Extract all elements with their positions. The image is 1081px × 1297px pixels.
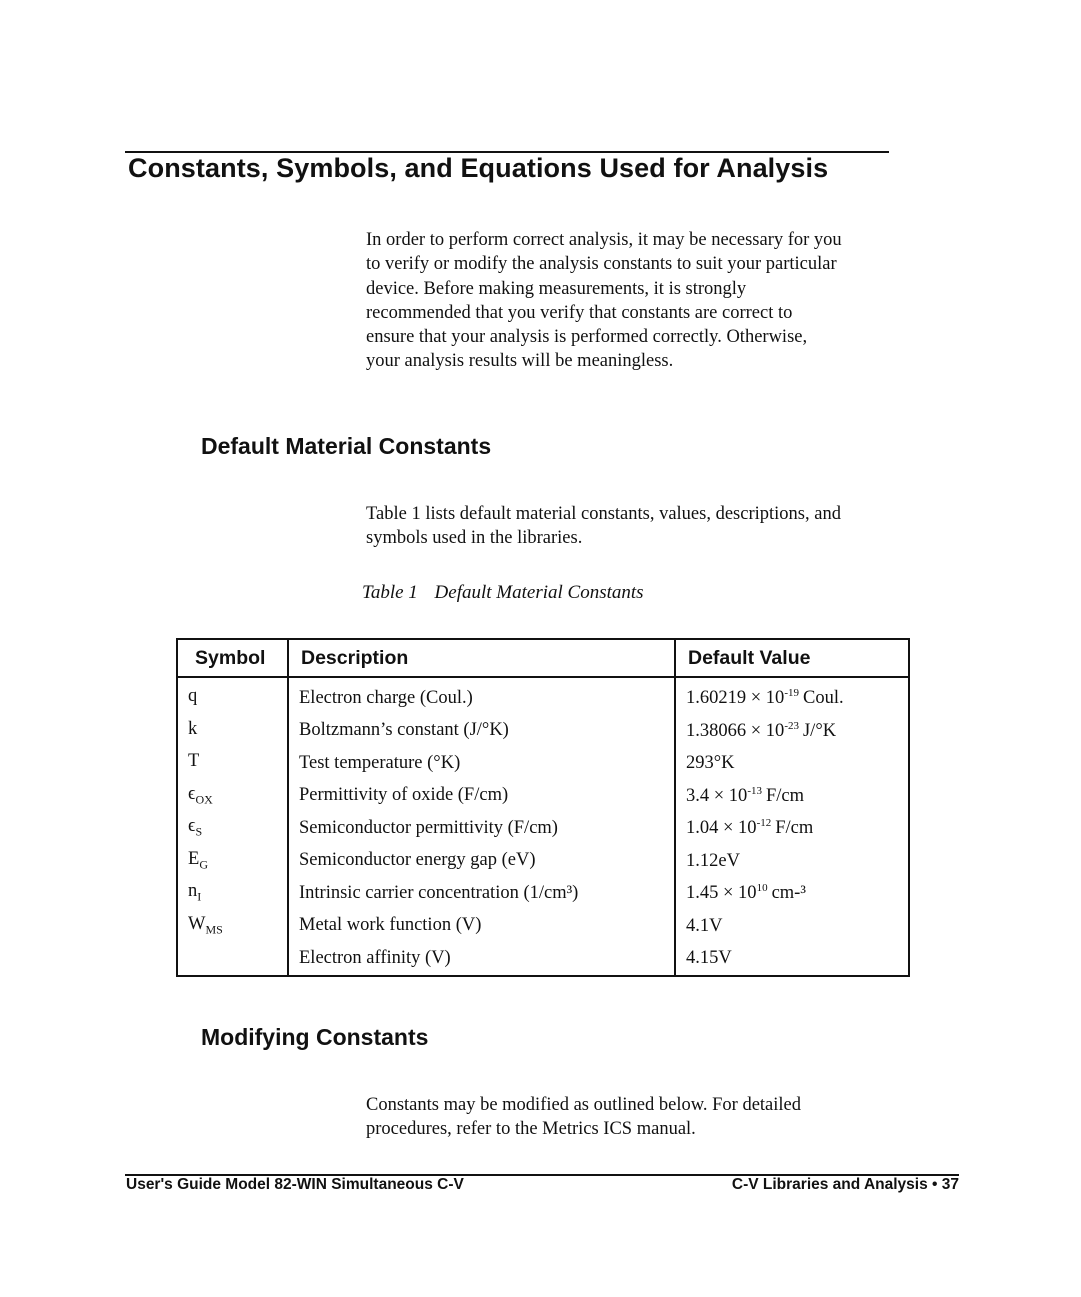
table-caption-title: Default Material Constants xyxy=(434,582,644,603)
value-unit: F/cm xyxy=(775,818,814,839)
value-mantissa: 1.60219 × 10 xyxy=(686,688,785,709)
intro-line: recommended that you verify that constants are correct to xyxy=(366,302,793,323)
value-mantissa: 4.1V xyxy=(686,915,723,936)
symbol-subscript: S xyxy=(195,825,203,840)
cell-description: Semiconductor energy gap (eV) xyxy=(288,845,675,878)
table-row xyxy=(177,747,909,780)
value-exponent: -23 xyxy=(784,719,799,732)
symbol-text: q xyxy=(188,686,198,707)
intro-line: In order to perform correct analysis, it may be necessary for you xyxy=(366,230,842,250)
table-row xyxy=(177,780,909,813)
symbol-text: W xyxy=(188,913,206,934)
value-mantissa: 1.04 × 10 xyxy=(686,818,757,839)
value-mantissa: 1.38066 × 10 xyxy=(686,720,785,741)
cell-default-value xyxy=(675,877,909,910)
value-exponent: -13 xyxy=(747,784,762,797)
cell-default-value xyxy=(675,780,909,813)
cell-symbol xyxy=(177,780,288,813)
section2-paragraph xyxy=(366,1093,801,1142)
value-mantissa: 1.45 × 10 xyxy=(686,883,757,904)
cell-default-value xyxy=(675,747,909,780)
intro-line: your analysis results will be meaningless. xyxy=(366,351,674,372)
section1-line: Table 1 lists default material constants, values, descriptions, and xyxy=(366,504,841,524)
symbol-subscript: OX xyxy=(195,792,213,807)
symbol-subscript: MS xyxy=(205,922,223,937)
section2-line: Constants may be modified as outlined below. For detailed xyxy=(366,1095,802,1115)
symbol-subscript: I xyxy=(197,890,202,905)
value-mantissa: 293°K xyxy=(686,753,735,774)
symbol-subscript: G xyxy=(199,857,208,872)
value-mantissa: 4.15V xyxy=(686,948,732,969)
intro-line: device. Before making measurements, it is strongly xyxy=(366,278,747,299)
table-header-row xyxy=(177,639,909,677)
cell-default-value xyxy=(675,677,909,715)
cell-symbol xyxy=(177,910,288,943)
value-exponent: 10 xyxy=(756,882,768,895)
cell-description: Metal work function (V) xyxy=(288,910,675,943)
page-title: Constants, Symbols, and Equations Used for Analysis xyxy=(128,153,829,183)
symbol-text: ϵ xyxy=(188,816,196,837)
section1-line: symbols used in the libraries. xyxy=(366,528,583,549)
cell-default-value xyxy=(675,910,909,943)
symbol-text: k xyxy=(188,718,198,739)
value-unit: cm-³ xyxy=(771,883,806,904)
cell-symbol xyxy=(177,812,288,845)
footer-left: User's Guide Model 82-WIN Simultaneous C-V xyxy=(126,1176,464,1193)
value-exponent: -12 xyxy=(756,817,772,830)
header-description: Description xyxy=(288,639,675,677)
cell-description: Intrinsic carrier concentration (1/cm³) xyxy=(288,877,675,910)
header-default-value: Default Value xyxy=(675,639,909,677)
cell-default-value xyxy=(675,942,909,976)
cell-symbol xyxy=(177,677,288,715)
section1-paragraph xyxy=(366,502,841,551)
symbol-text: T xyxy=(188,751,200,772)
cell-symbol xyxy=(177,877,288,910)
section-heading-modifying-constants: Modifying Constants xyxy=(201,1024,429,1050)
table-row xyxy=(177,942,909,976)
intro-line: ensure that your analysis is performed correctly. Otherwise, xyxy=(366,327,808,348)
cell-description: Semiconductor permittivity (F/cm) xyxy=(288,812,675,845)
value-unit: F/cm xyxy=(765,785,805,806)
value-mantissa: 1.12eV xyxy=(686,850,740,871)
section-heading-default-constants: Default Material Constants xyxy=(201,433,492,459)
table-row xyxy=(177,877,909,910)
footer-right: C-V Libraries and Analysis • 37 xyxy=(731,1176,959,1193)
table-caption xyxy=(362,582,644,604)
section2-line: procedures, refer to the Metrics ICS manual. xyxy=(366,1119,696,1140)
cell-default-value xyxy=(675,845,909,878)
value-unit: Coul. xyxy=(802,688,844,709)
cell-default-value xyxy=(675,715,909,748)
intro-paragraph xyxy=(366,228,842,374)
table-row xyxy=(177,677,909,715)
cell-default-value xyxy=(675,812,909,845)
table-caption-number: Table 1 xyxy=(362,582,418,603)
table-row xyxy=(177,812,909,845)
cell-description: Electron charge (Coul.) xyxy=(288,677,675,715)
value-unit: J/°K xyxy=(802,720,837,741)
cell-description: Electron affinity (V) xyxy=(288,942,675,976)
table-row xyxy=(177,845,909,878)
header-symbol: Symbol xyxy=(177,639,288,677)
cell-symbol xyxy=(177,845,288,878)
cell-description: Permittivity of oxide (F/cm) xyxy=(288,780,675,813)
cell-symbol xyxy=(177,942,288,976)
value-mantissa: 3.4 × 10 xyxy=(686,785,748,806)
table-row xyxy=(177,910,909,943)
cell-symbol xyxy=(177,747,288,780)
symbol-text: ϵ xyxy=(188,783,196,804)
constants-table xyxy=(176,638,910,977)
cell-symbol xyxy=(177,715,288,748)
symbol-text: E xyxy=(188,848,200,869)
value-exponent: -19 xyxy=(784,687,799,700)
intro-line: to verify or modify the analysis constants to suit your particular xyxy=(366,254,837,275)
cell-description: Boltzmann’s constant (J/°K) xyxy=(288,715,675,748)
cell-description: Test temperature (°K) xyxy=(288,747,675,780)
symbol-text: n xyxy=(188,881,198,902)
table-row xyxy=(177,715,909,748)
